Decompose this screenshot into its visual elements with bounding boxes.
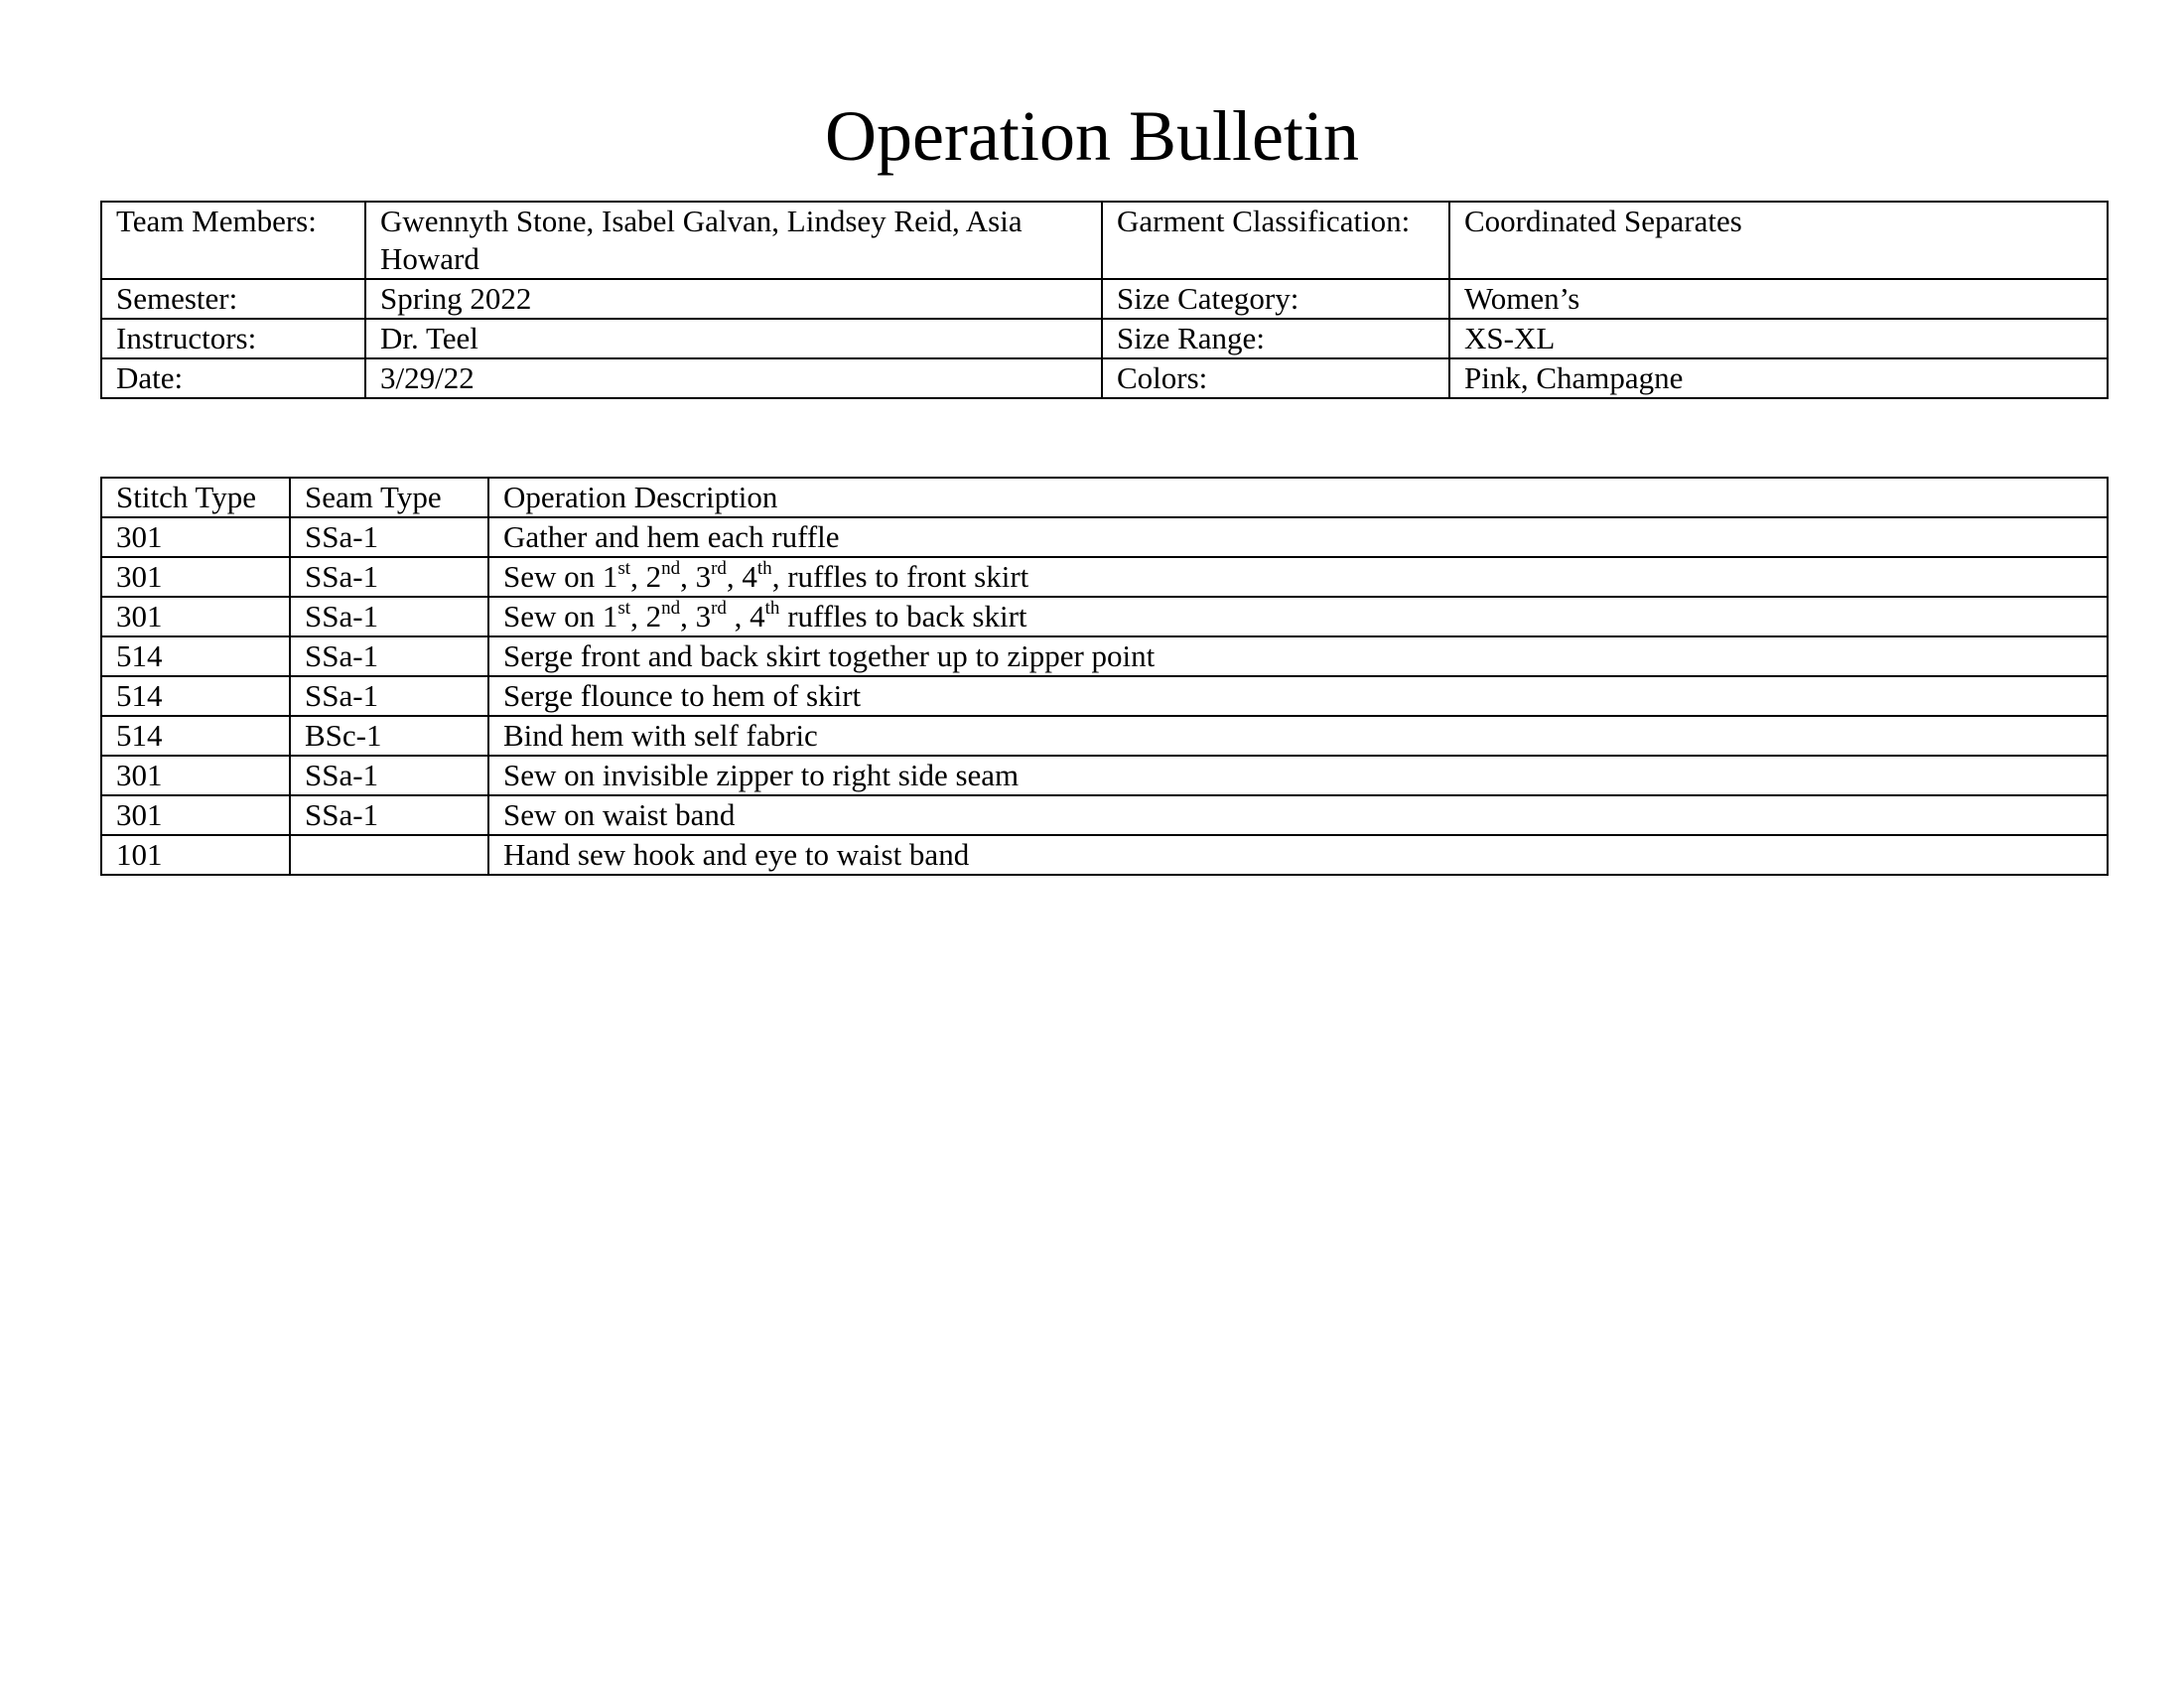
- table-row: [101, 795, 2108, 835]
- size-category-value: Women’s: [1449, 279, 2108, 319]
- semester-label: Semester:: [101, 279, 365, 319]
- seam-type-cell: SSa-1: [290, 636, 488, 676]
- ordinal-suffix: nd: [661, 557, 681, 579]
- ordinal-suffix: st: [617, 597, 631, 619]
- operation-description-cell: [488, 557, 2108, 597]
- table-row: [101, 756, 2108, 795]
- table-row: [101, 636, 2108, 676]
- instructors-label: Instructors:: [101, 319, 365, 358]
- seam-type-cell: SSa-1: [290, 517, 488, 557]
- ordinal-suffix: rd: [711, 557, 727, 579]
- desc-text: Sew on 1: [503, 559, 618, 594]
- operation-description-header: Operation Description: [488, 478, 2108, 517]
- seam-type-cell: [290, 835, 488, 875]
- team-members-label: Team Members:: [101, 202, 365, 279]
- size-range-value: XS-XL: [1449, 319, 2108, 358]
- colors-value: Pink, Champagne: [1449, 358, 2108, 398]
- operation-description-cell: Sew on waist band: [488, 795, 2108, 835]
- garment-classification-value: Coordinated Separates: [1449, 202, 2108, 279]
- stitch-type-cell: 514: [101, 716, 290, 756]
- garment-classification-label: Garment Classification:: [1102, 202, 1449, 279]
- desc-text: , 3: [680, 599, 712, 633]
- operation-description-cell: Bind hem with self fabric: [488, 716, 2108, 756]
- info-row-semester: [101, 279, 2108, 319]
- ordinal-suffix: st: [617, 557, 631, 579]
- instructors-value: Dr. Teel: [365, 319, 1102, 358]
- operation-description-cell: Sew on invisible zipper to right side seam: [488, 756, 2108, 795]
- info-row-date: [101, 358, 2108, 398]
- ordinal-suffix: th: [764, 597, 780, 619]
- desc-text: , 2: [630, 599, 662, 633]
- table-row: [101, 557, 2108, 597]
- stitch-type-cell: 514: [101, 676, 290, 716]
- colors-label: Colors:: [1102, 358, 1449, 398]
- ordinal-suffix: th: [756, 557, 772, 579]
- stitch-type-cell: 301: [101, 517, 290, 557]
- seam-type-cell: BSc-1: [290, 716, 488, 756]
- date-value: 3/29/22: [365, 358, 1102, 398]
- desc-text: , 4: [726, 599, 765, 633]
- header-info-table: [100, 201, 2109, 399]
- info-row-instructors: [101, 319, 2108, 358]
- seam-type-header: Seam Type: [290, 478, 488, 517]
- table-row: [101, 716, 2108, 756]
- semester-value: Spring 2022: [365, 279, 1102, 319]
- seam-type-cell: SSa-1: [290, 795, 488, 835]
- date-label: Date:: [101, 358, 365, 398]
- operations-header-row: [101, 478, 2108, 517]
- stitch-type-cell: 514: [101, 636, 290, 676]
- operation-description-cell: Hand sew hook and eye to waist band: [488, 835, 2108, 875]
- stitch-type-cell: 301: [101, 557, 290, 597]
- seam-type-cell: SSa-1: [290, 756, 488, 795]
- team-members-value: Gwennyth Stone, Isabel Galvan, Lindsey Reid, Asia Howard: [365, 202, 1102, 279]
- operation-description-cell: [488, 597, 2108, 636]
- table-row: [101, 676, 2108, 716]
- size-category-label: Size Category:: [1102, 279, 1449, 319]
- operation-description-cell: Gather and hem each ruffle: [488, 517, 2108, 557]
- seam-type-cell: SSa-1: [290, 597, 488, 636]
- size-range-label: Size Range:: [1102, 319, 1449, 358]
- operations-table: [100, 477, 2109, 876]
- table-row: [101, 517, 2108, 557]
- table-row: [101, 835, 2108, 875]
- desc-text: Sew on 1: [503, 599, 618, 633]
- stitch-type-cell: 301: [101, 597, 290, 636]
- seam-type-cell: SSa-1: [290, 676, 488, 716]
- page-title: Operation Bulletin: [825, 96, 1359, 176]
- ordinal-suffix: nd: [661, 597, 681, 619]
- stitch-type-cell: 301: [101, 795, 290, 835]
- desc-text: , 2: [630, 559, 662, 594]
- table-row: [101, 597, 2108, 636]
- info-row-team: [101, 202, 2108, 279]
- stitch-type-cell: 301: [101, 756, 290, 795]
- operation-description-cell: Serge flounce to hem of skirt: [488, 676, 2108, 716]
- desc-text: , ruffles to front skirt: [771, 559, 1029, 594]
- seam-type-cell: SSa-1: [290, 557, 488, 597]
- desc-text: , 4: [726, 559, 757, 594]
- ordinal-suffix: rd: [711, 597, 727, 619]
- desc-text: , 3: [680, 559, 712, 594]
- stitch-type-cell: 101: [101, 835, 290, 875]
- desc-text: ruffles to back skirt: [779, 599, 1027, 633]
- stitch-type-header: Stitch Type: [101, 478, 290, 517]
- operation-description-cell: Serge front and back skirt together up to zipper point: [488, 636, 2108, 676]
